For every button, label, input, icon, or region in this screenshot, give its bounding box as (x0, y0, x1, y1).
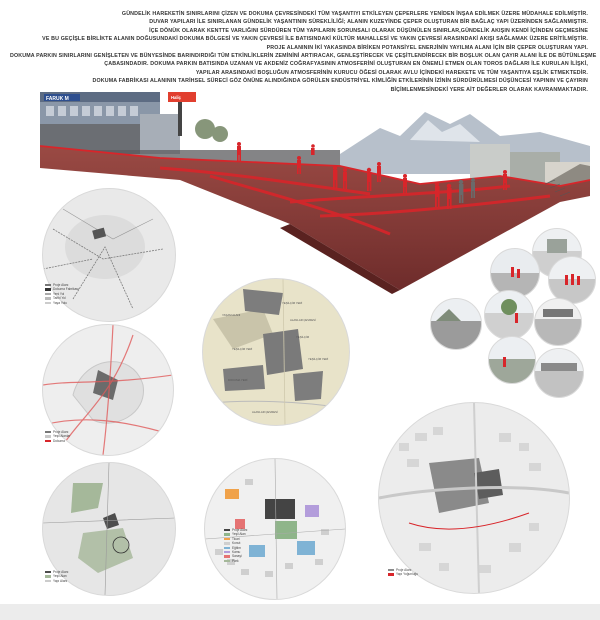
zone-label: YEŞİLÇİM (296, 335, 310, 339)
legend-item: Dokuma Fabrikası (53, 287, 79, 292)
legend-item: Yeni Yol (53, 291, 65, 296)
building-sign: FARUK M (46, 96, 69, 102)
zone-label: ALANLAR ÇEVRESİ (290, 318, 316, 322)
trees (195, 119, 228, 142)
legend-item: Ticari (232, 536, 240, 541)
zone-label: YEŞİLÇİM YERİ (232, 347, 253, 351)
legend-item: Proje Alanı (53, 430, 69, 434)
zone-label: ALANLAR ÇEVRESİ (252, 410, 278, 414)
photo-circle (534, 348, 584, 398)
urban-fabric-map (378, 402, 570, 594)
legend-item: Yapı Alanı (53, 578, 68, 583)
legend-big-map (388, 568, 418, 577)
legend-item: Proje Alanı (53, 283, 69, 287)
left-building (40, 92, 180, 154)
description-line: İÇE DÖNÜK OLARAK KENTTE VARLIĞINI SÜRDÜREN TÜM YAPILARIN SORUNSALI OLARAK DÜŞÜNÜLEN SINIRLAR,GÜNDELİK AKIŞIN KENDİ İÇİNDEN GEÇMESİNE (149, 27, 588, 34)
legend-item: Dokuma (53, 438, 65, 443)
photo-circle (548, 256, 596, 304)
legend-item: Yaya Yolu (53, 300, 67, 305)
billboard-sign: Haliç (171, 95, 182, 100)
zone-label: YEŞİLÇİM YERİ (308, 357, 329, 361)
legend-item: Yeşil Alan (53, 574, 67, 579)
description-line: BİÇİMLENMESİNDEKİ YERE AİT DEĞERLER OLARAK KAVRANMAKTADIR. (390, 86, 588, 93)
legend-item: Yeşil Alan (232, 532, 246, 537)
description-line: YAPILAR ARASINDAKİ BOŞLUĞUN ATMOSFERİNİN KURUCU ÖĞESİ OLARAK AVLU İÇİNDEKİ HAREKETE VE TÜM YAŞANTIYA EŞLİK ETMEKTEDİR. (195, 69, 588, 76)
photo-circle (534, 298, 582, 346)
legend-item: Yapı Yoğunluğu (396, 572, 419, 577)
legend-item: Park (232, 558, 239, 563)
legend-item: Proje Alanı (396, 568, 412, 572)
project-description (10, 10, 597, 94)
legend-item: Kamu (232, 550, 241, 555)
photo-circle (484, 290, 534, 340)
photo-circle (430, 298, 482, 350)
legend-map-3 (45, 570, 68, 583)
description-line: DOKUMA PARKIN SINIRLARINI GENİŞLETEN VE BÜNYESİNDE BARINDIRDIĞI TÜM ETKİNLİKLERİN ZEMİNİNİ ARTIRACAK, GENLEŞTİRECEK VE ÇEŞİTLENDİRECEK BİR BOŞLUK OLAN ÇAYIR ALANI İLE DE BÜTÜNLEŞME (10, 53, 597, 60)
legend-item: Konut (232, 541, 241, 546)
legend-item: Sanayi (232, 554, 242, 559)
legend-map-2 (45, 430, 70, 443)
photo-circle (488, 336, 536, 384)
legend-item: Eğitim (232, 545, 241, 550)
legend-item: Tarihi Yol (53, 296, 66, 301)
zone-label: YEŞİLÇİM YERİ (282, 301, 303, 305)
description-line: GÜNDELİK HAREKETİN SINIRLARINI ÇİZEN VE DOKUMA ÇEVRESİNDEKİ TÜM YAŞANTIYI ETKİLEYEN ÇEPERLERE YENİDEN İNŞAA EDİLMEK ÜZERE MÜDAHALE EDİLMİŞTİR. (121, 11, 588, 17)
legend-item: Yeşil Alanlar (53, 434, 71, 439)
description-line: DOKUMA FABRİKASI ALANININ TARİHSEL SÜRECİ GÖZ ÖNÜNE ALINDIĞINDA GÖRÜLEN ENDÜSTRİYEL KİMLİĞİN ETKİLERİNİN İZİNİN SÜRDÜRÜLMESİ DÜŞÜNCESİ YAPININ VE ÇAYIRIN (92, 78, 588, 85)
legend-map-1 (45, 283, 79, 305)
zone-label: YAŞAM ALANI (222, 313, 241, 317)
description-line: VE BU GEÇİŞLE BİRLİKTE ALANIN DOĞUSUNDAKİ DOKUMA BÖLGESİ VE YAKIN ÇEVRESİ İLE BATISINDAKİ KÜLTÜR MAHALLESİ VE YAKIN ÇEVRESİ ARASINDAKİ AKIŞI SAĞLAMAK ÜZERE ERİTİLMİŞTİR. (42, 36, 588, 43)
legend-item: Proje Alanı (53, 570, 69, 574)
footer-strip (0, 604, 600, 620)
zone-label: DOKUMA YERİ (228, 378, 248, 382)
description-line: PROJE ALANININ İKİ YAKASINDA BİRİKEN POTANSİYEL ENERJİNİN YAYILMA ALANI İÇİN BİR ÇEPER OLUŞTURAN YAPI. (266, 44, 588, 51)
legend-map-5 (224, 528, 247, 563)
site-plan-zones (202, 278, 350, 426)
description-line: ÇABASINDADIR. DOKUMA PARKIN BATISINDA UZANAN VE AKDENİZ COĞRAFYASININ ATMOSFERİNİ OLUŞTURAN EN ÖNEMLİ ETMEN OLAN TOROS DAĞLARI İLE KURULAN İLİŞKİ, (104, 61, 588, 68)
legend-item: Proje Alanı (232, 528, 248, 532)
description-line: DUVAR YAPILARI İLE SINIRLANAN GÜNDELİK YAŞANTININ SÜREKLİLİĞİ; ALANIN KUZEYİNDE ÇEPER OLUŞTURAN BİR BAĞLAÇ YAPI ÜZERİNDEN SAĞLANMIŞTIR. (149, 19, 588, 26)
